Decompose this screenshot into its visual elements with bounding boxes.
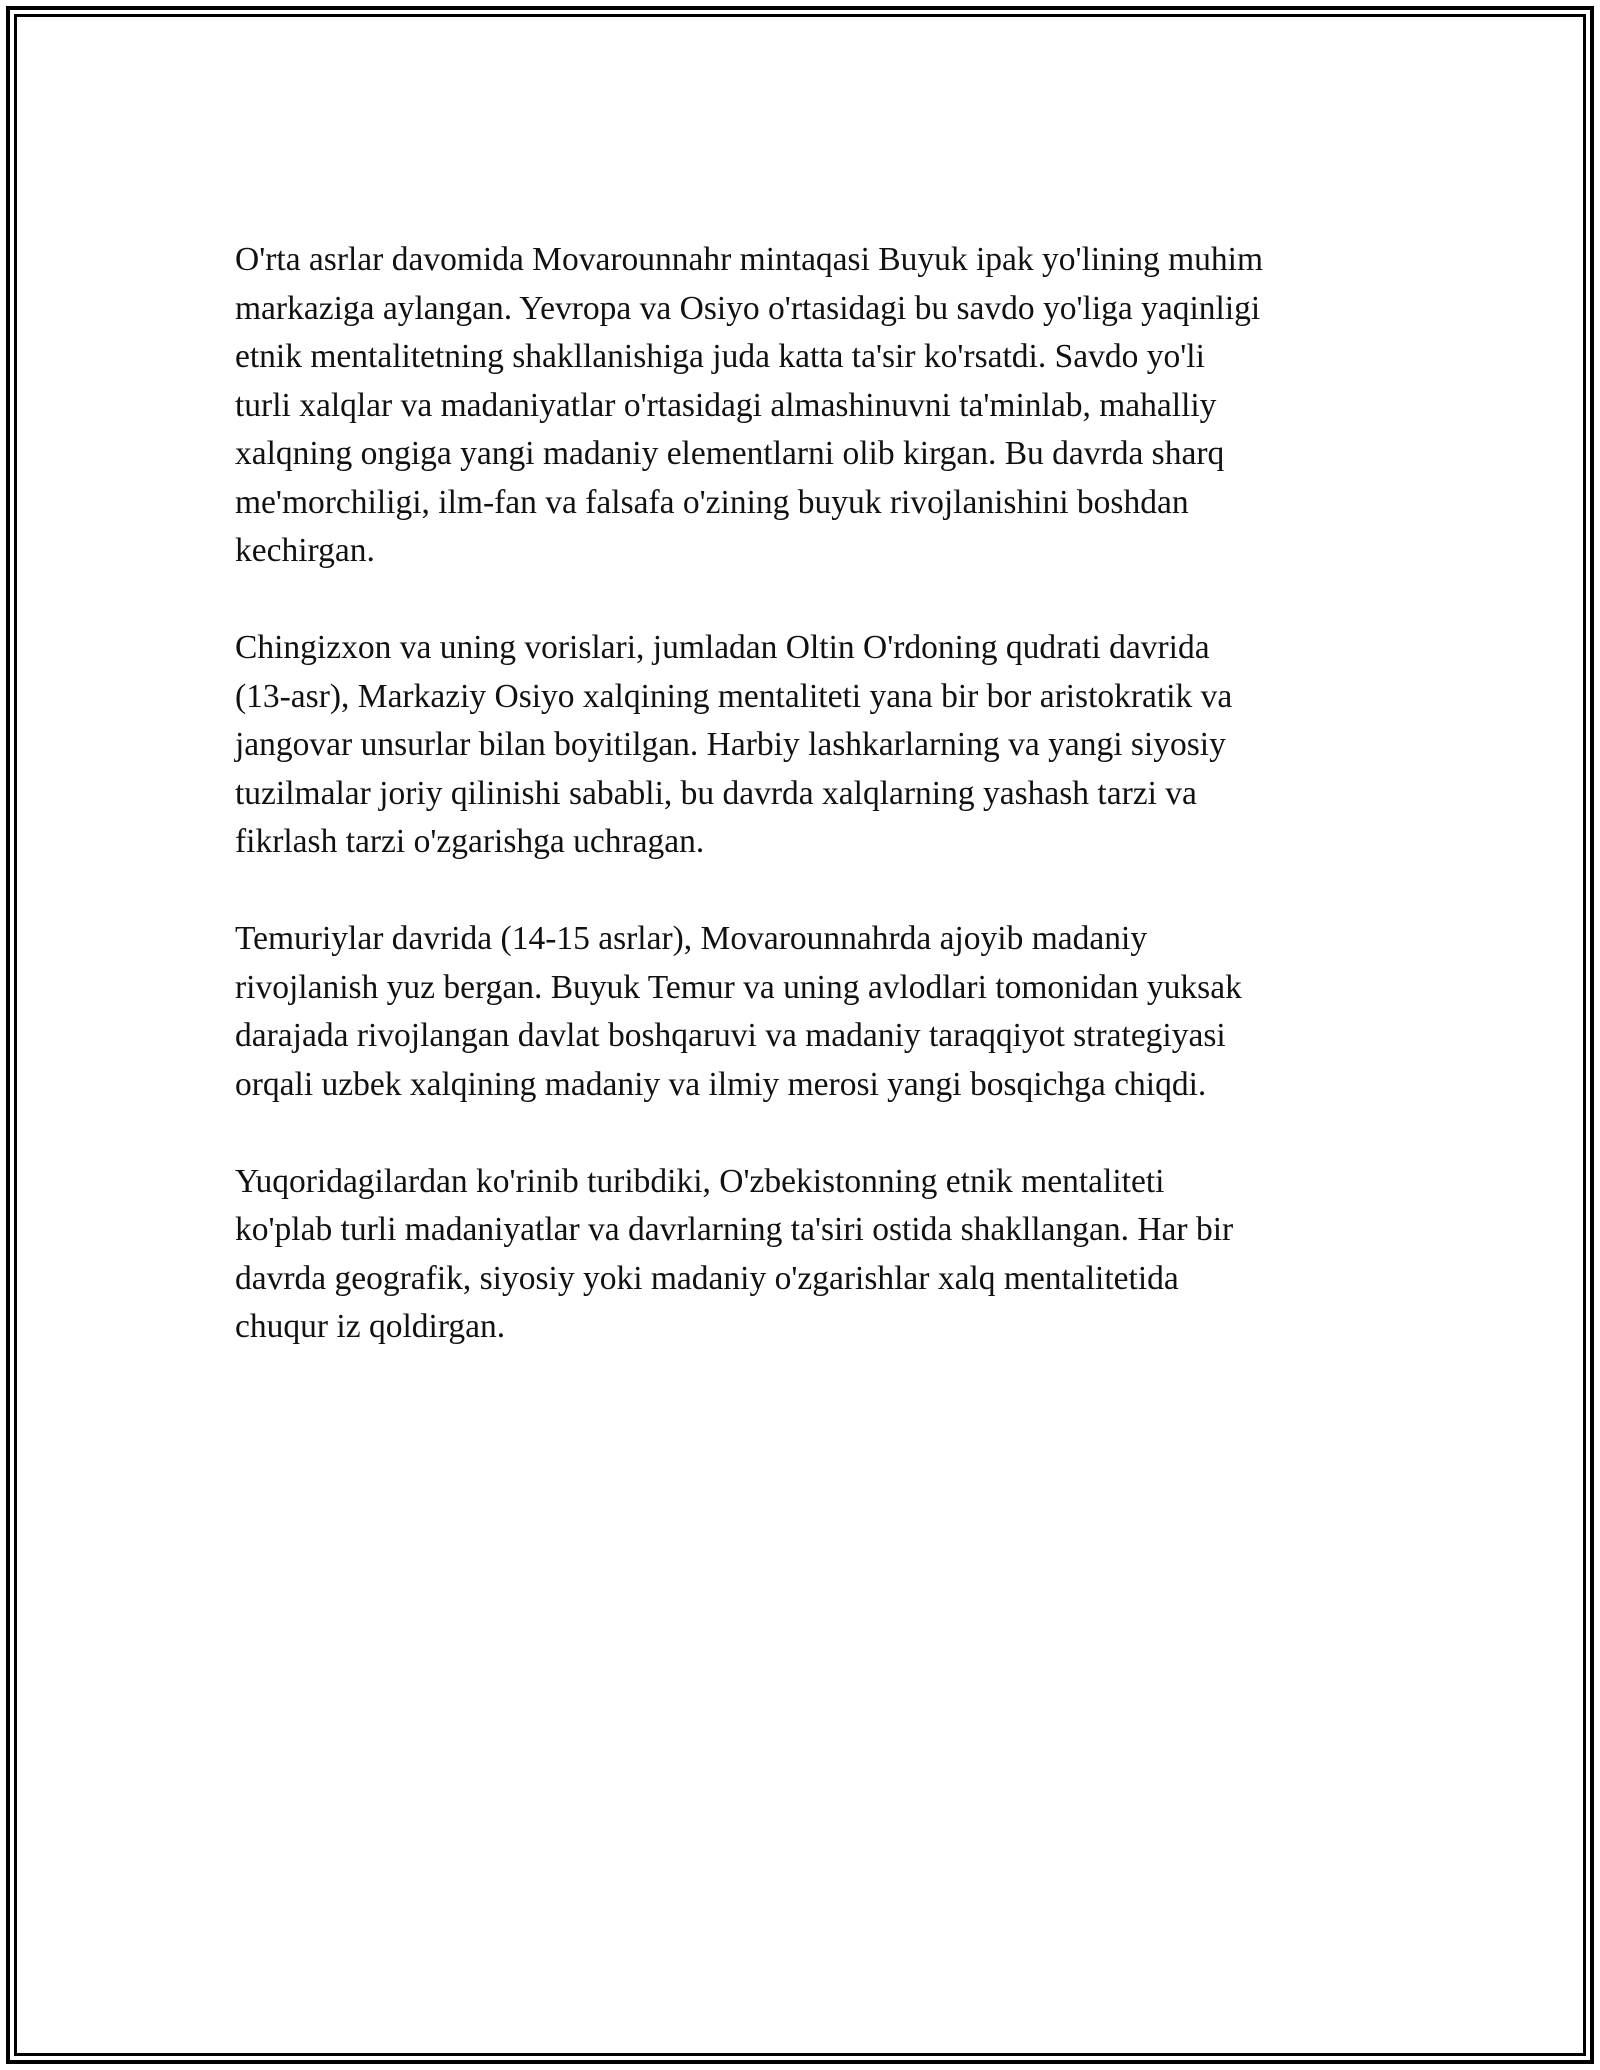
paragraph-timurids: Temuriylar davrida (14-15 asrlar), Movarounnahrda ajoyib madaniy rivojlanish yuz bergan. Buyuk Temur va uning avlodlari tomonidan yuksak darajada rivojlangan davlat boshqaruvi va madaniy taraqqiyot strategiyasi orqali uzbek xalqining madaniy va ilmiy merosi yangi bosqichga chiqdi. [235, 920, 1242, 1103]
paragraph-silk-road: O'rta asrlar davomida Movarounnahr mintaqasi Buyuk ipak yo'lining muhim markaziga aylangan. Yevropa va Osiyo o'rtasidagi bu savdo yo'liga yaqinligi etnik mentalitetning shakllanishiga juda katta ta'sir ko'rsatdi. Savdo yo'li turli xalqlar va madaniyatlar o'rtasidagi almashinuvni ta'minlab, mahalliy xalqning ongiga yangi madaniy elementlarni olib kirgan. Bu davrda sharq me'morchiligi, ilm-fan va falsafa o'zining buyuk rivojlanishini boshdan kechirgan. [235, 241, 1264, 569]
document-body [235, 236, 1375, 1400]
paragraph-conclusion: Yuqoridagilardan ko'rinib turibdiki, O'zbekistonning etnik mentaliteti ko'plab turli madaniyatlar va davrlarning ta'siri ostida shakllangan. Har bir davrda geografik, siyosiy yoki madaniy o'zgarishlar xalq mentalitetida chuqur iz qoldirgan. [235, 1162, 1234, 1345]
paragraph-genghis-khan: Chingizxon va uning vorislari, jumladan Oltin O'rdoning qudrati davrida (13-asr), Markaziy Osiyo xalqining mentaliteti yana bir bor aristokratik va jangovar unsurlar bilan boyitilgan. Harbiy lashkarlarning va yangi siyosiy tuzilmalar joriy qilinishi sababli, bu davrda xalqlarning yashash tarzi va fikrlash tarzi o'zgarishga uchragan. [235, 629, 1233, 860]
